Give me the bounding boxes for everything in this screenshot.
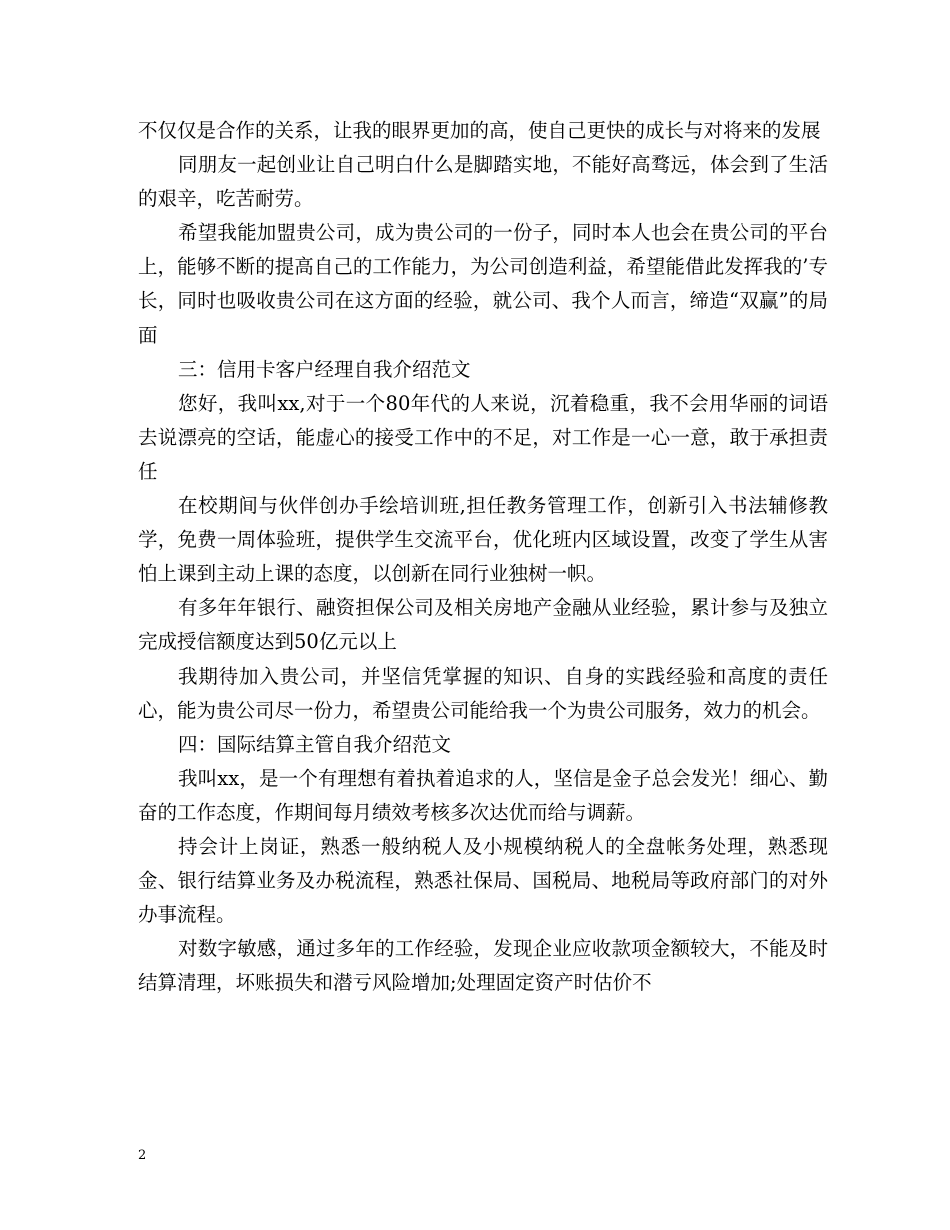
paragraph: 希望我能加盟贵公司，成为贵公司的一份子，同时本人也会在贵公司的平台上，能够不断的提高自己的工作能力，为公司创造利益，希望能借此发挥我的’专长，同时也吸收贵公司在这方面的经验，就公司、我个人而言，缔造“双赢”的局面 (138, 221, 828, 347)
paragraph: 您好，我叫xx,对于一个80年代的人来说，沉着稳重，我不会用华丽的词语去说漂亮的空话，能虚心的接受工作中的不足，对工作是一心一意，敢于承担责任 (138, 391, 828, 483)
paragraph: 不仅仅是合作的关系，让我的眼界更加的高，使自己更快的成长与对将来的发展 (138, 119, 821, 142)
paragraph: 我叫xx，是一个有理想有着执着追求的人，坚信是金子总会发光！细心、勤奋的工作态度，作期间每月绩效考核多次达优而给与调薪。 (138, 766, 828, 824)
paragraph: 同朋友一起创业让自己明白什么是脚踏实地，不能好高骛远，体会到了生活的艰辛，吃苦耐劳。 (138, 153, 828, 211)
page-number: 2 (138, 1148, 147, 1163)
section-heading: 四：国际结算主管自我介绍范文 (178, 732, 452, 756)
paragraph: 我期待加入贵公司，并坚信凭掌握的知识、自身的实践经验和高度的责任心，能为贵公司尽一份力，希望贵公司能给我一个为贵公司服务，效力的机会。 (138, 664, 828, 722)
body-text (138, 114, 828, 1000)
paragraph: 在校期间与伙伴创办手绘培训班,担任教务管理工作，创新引入书法辅修教学，免费一周体验班，提供学生交流平台，优化班内区域设置，改变了学生从害怕上课到主动上课的态度，以创新在同行业独树一帜。 (138, 494, 828, 586)
section-heading: 三：信用卡客户经理自我介绍范文 (178, 357, 471, 381)
paragraph: 对数字敏感，通过多年的工作经验，发现企业应收款项金额较大，不能及时结算清理，坏账损失和潜亏风险增加;处理固定资产时估价不 (138, 937, 828, 995)
paragraph: 持会计上岗证，熟悉一般纳税人及小规模纳税人的全盘帐务处理，熟悉现金、银行结算业务及办税流程，熟悉社保局、国税局、地税局等政府部门的对外办事流程。 (138, 834, 828, 927)
paragraph: 有多年年银行、融资担保公司及相关房地产金融从业经验，累计参与及独立完成授信额度达到50亿元以上 (138, 596, 828, 654)
